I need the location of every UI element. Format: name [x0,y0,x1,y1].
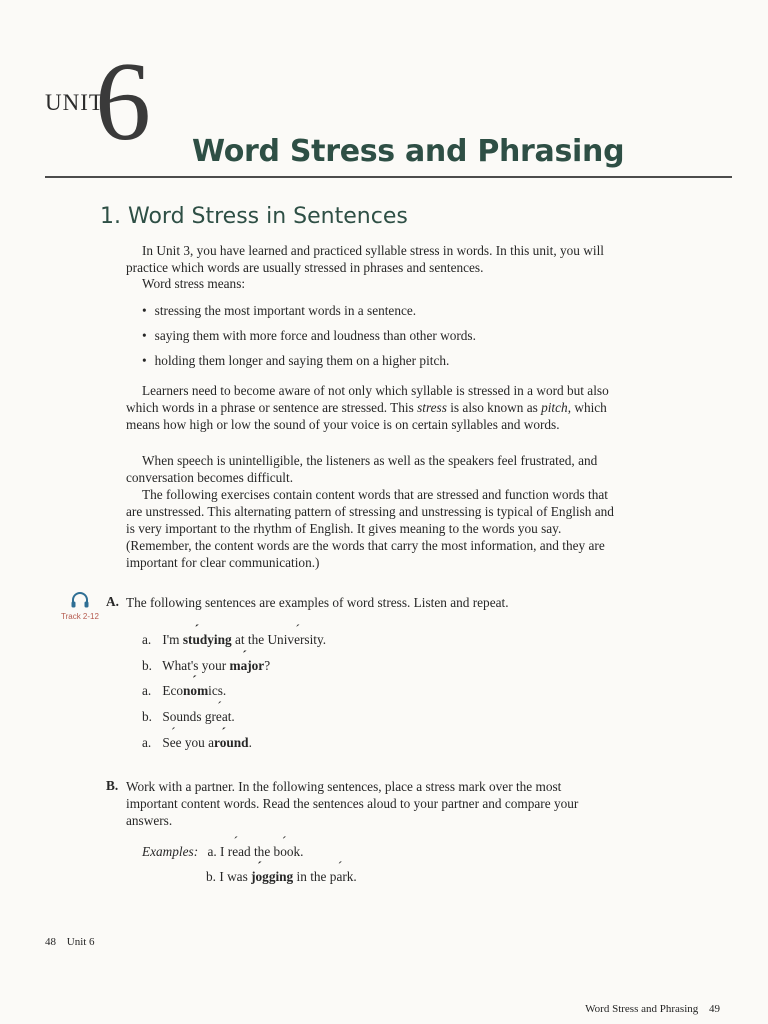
exercise-b-letter: B. [106,778,119,793]
page-number-left: 48 [45,936,56,948]
exercise-a-letter: A. [106,594,119,609]
footer-unit-label: Unit 6 [66,936,95,948]
section-heading: 1. Word Stress in Sentences [100,204,408,229]
sentence-label: b. [142,658,152,673]
sentence-label: a. [142,683,152,698]
pitch-paragraph [126,382,622,433]
pitch-term: pitch [541,400,568,415]
examples-label: Examples: [142,844,199,859]
sentence-3 [142,682,226,699]
example-row-1 [142,843,357,860]
exercise-b-instruction: Work with a partner. In the following sentences, place a stress mark over the most important content words. Read the sentences aloud to your partner and compare your answers. [126,779,579,828]
sentence-text: Se ´e you aro ´und. [162,735,252,750]
headphones-icon[interactable] [70,591,90,614]
sentence-5 [142,734,252,751]
example-text: I re ´ad the bo ´ok. [220,844,303,859]
header-rule [45,176,732,178]
intro-paragraph: In Unit 3, you have learned and practiced syllable stress in words. In this unit, you will practice which words are usually stressed in phrases and sentences. [126,243,604,275]
example-label: a. [207,844,217,859]
sentence-label: a. [142,735,152,750]
sentence-text: I'm stu ´dying at the Unive ´rsity. [162,632,326,647]
sentence-label: a. [142,632,152,647]
unit-title: Word Stress and Phrasing [192,134,625,169]
pitch-paragraph-text: is also known as [446,400,542,415]
examples-block [142,843,357,885]
exercises-paragraph: The following exercises contain content words that are stressed and function words that are unstressed. This alternating pattern of stressing and unstressing is typical of English and is very important to the rhythm of English. It gives meaning to the words you say. (Remember, the content words are the words that carry the most information, and they are important for clear communication.) [126,487,614,570]
page-number-right: 49 [709,1003,720,1015]
sentence-label: b. [142,709,152,724]
sentence-4 [142,708,235,725]
example-label: b. [206,869,216,884]
footer-right [585,1003,720,1015]
bullet-item: • stressing the most important words in a sentence. [142,302,476,319]
stress-bullet-list [142,302,476,377]
sentence-text: Econo ´mics. [162,683,226,698]
example-row-2 [206,868,357,885]
stress-term: stress [417,400,447,415]
sentence-1 [142,631,326,648]
pitch-paragraph-text: Learners need to become aware of not only which syllable is stressed in a word but also which words in a phrase or sentence are stressed. This [126,383,609,415]
unit-label: UNIT [45,90,104,115]
exercise-a-instruction: The following sentences are examples of word stress. Listen and repeat. [126,595,509,610]
footer-chapter-title: Word Stress and Phrasing [585,1003,699,1015]
pitch-paragraph-text: , which means how high or low the sound of your voice is on certain syllables and words. [126,400,607,432]
unintelligible-paragraph: When speech is unintelligible, the listeners as well as the speakers feel frustrated, and conversation becomes difficult. [126,453,598,485]
bullet-item: • holding them longer and saying them on a higher pitch. [142,352,476,369]
footer-left [45,936,95,948]
unit-number: 6 [95,40,151,164]
example-text: I was jo ´gging in the pa ´rk. [219,869,356,884]
sentence-text: Sounds gre ´at. [162,709,234,724]
bullet-item: • saying them with more force and loudness than other words. [142,327,476,344]
word-stress-means: Word stress means: [142,276,246,291]
sentence-text: What's your ma ´jor? [162,658,270,673]
track-label: Track 2-12 [61,612,99,621]
sentence-2 [142,657,270,674]
